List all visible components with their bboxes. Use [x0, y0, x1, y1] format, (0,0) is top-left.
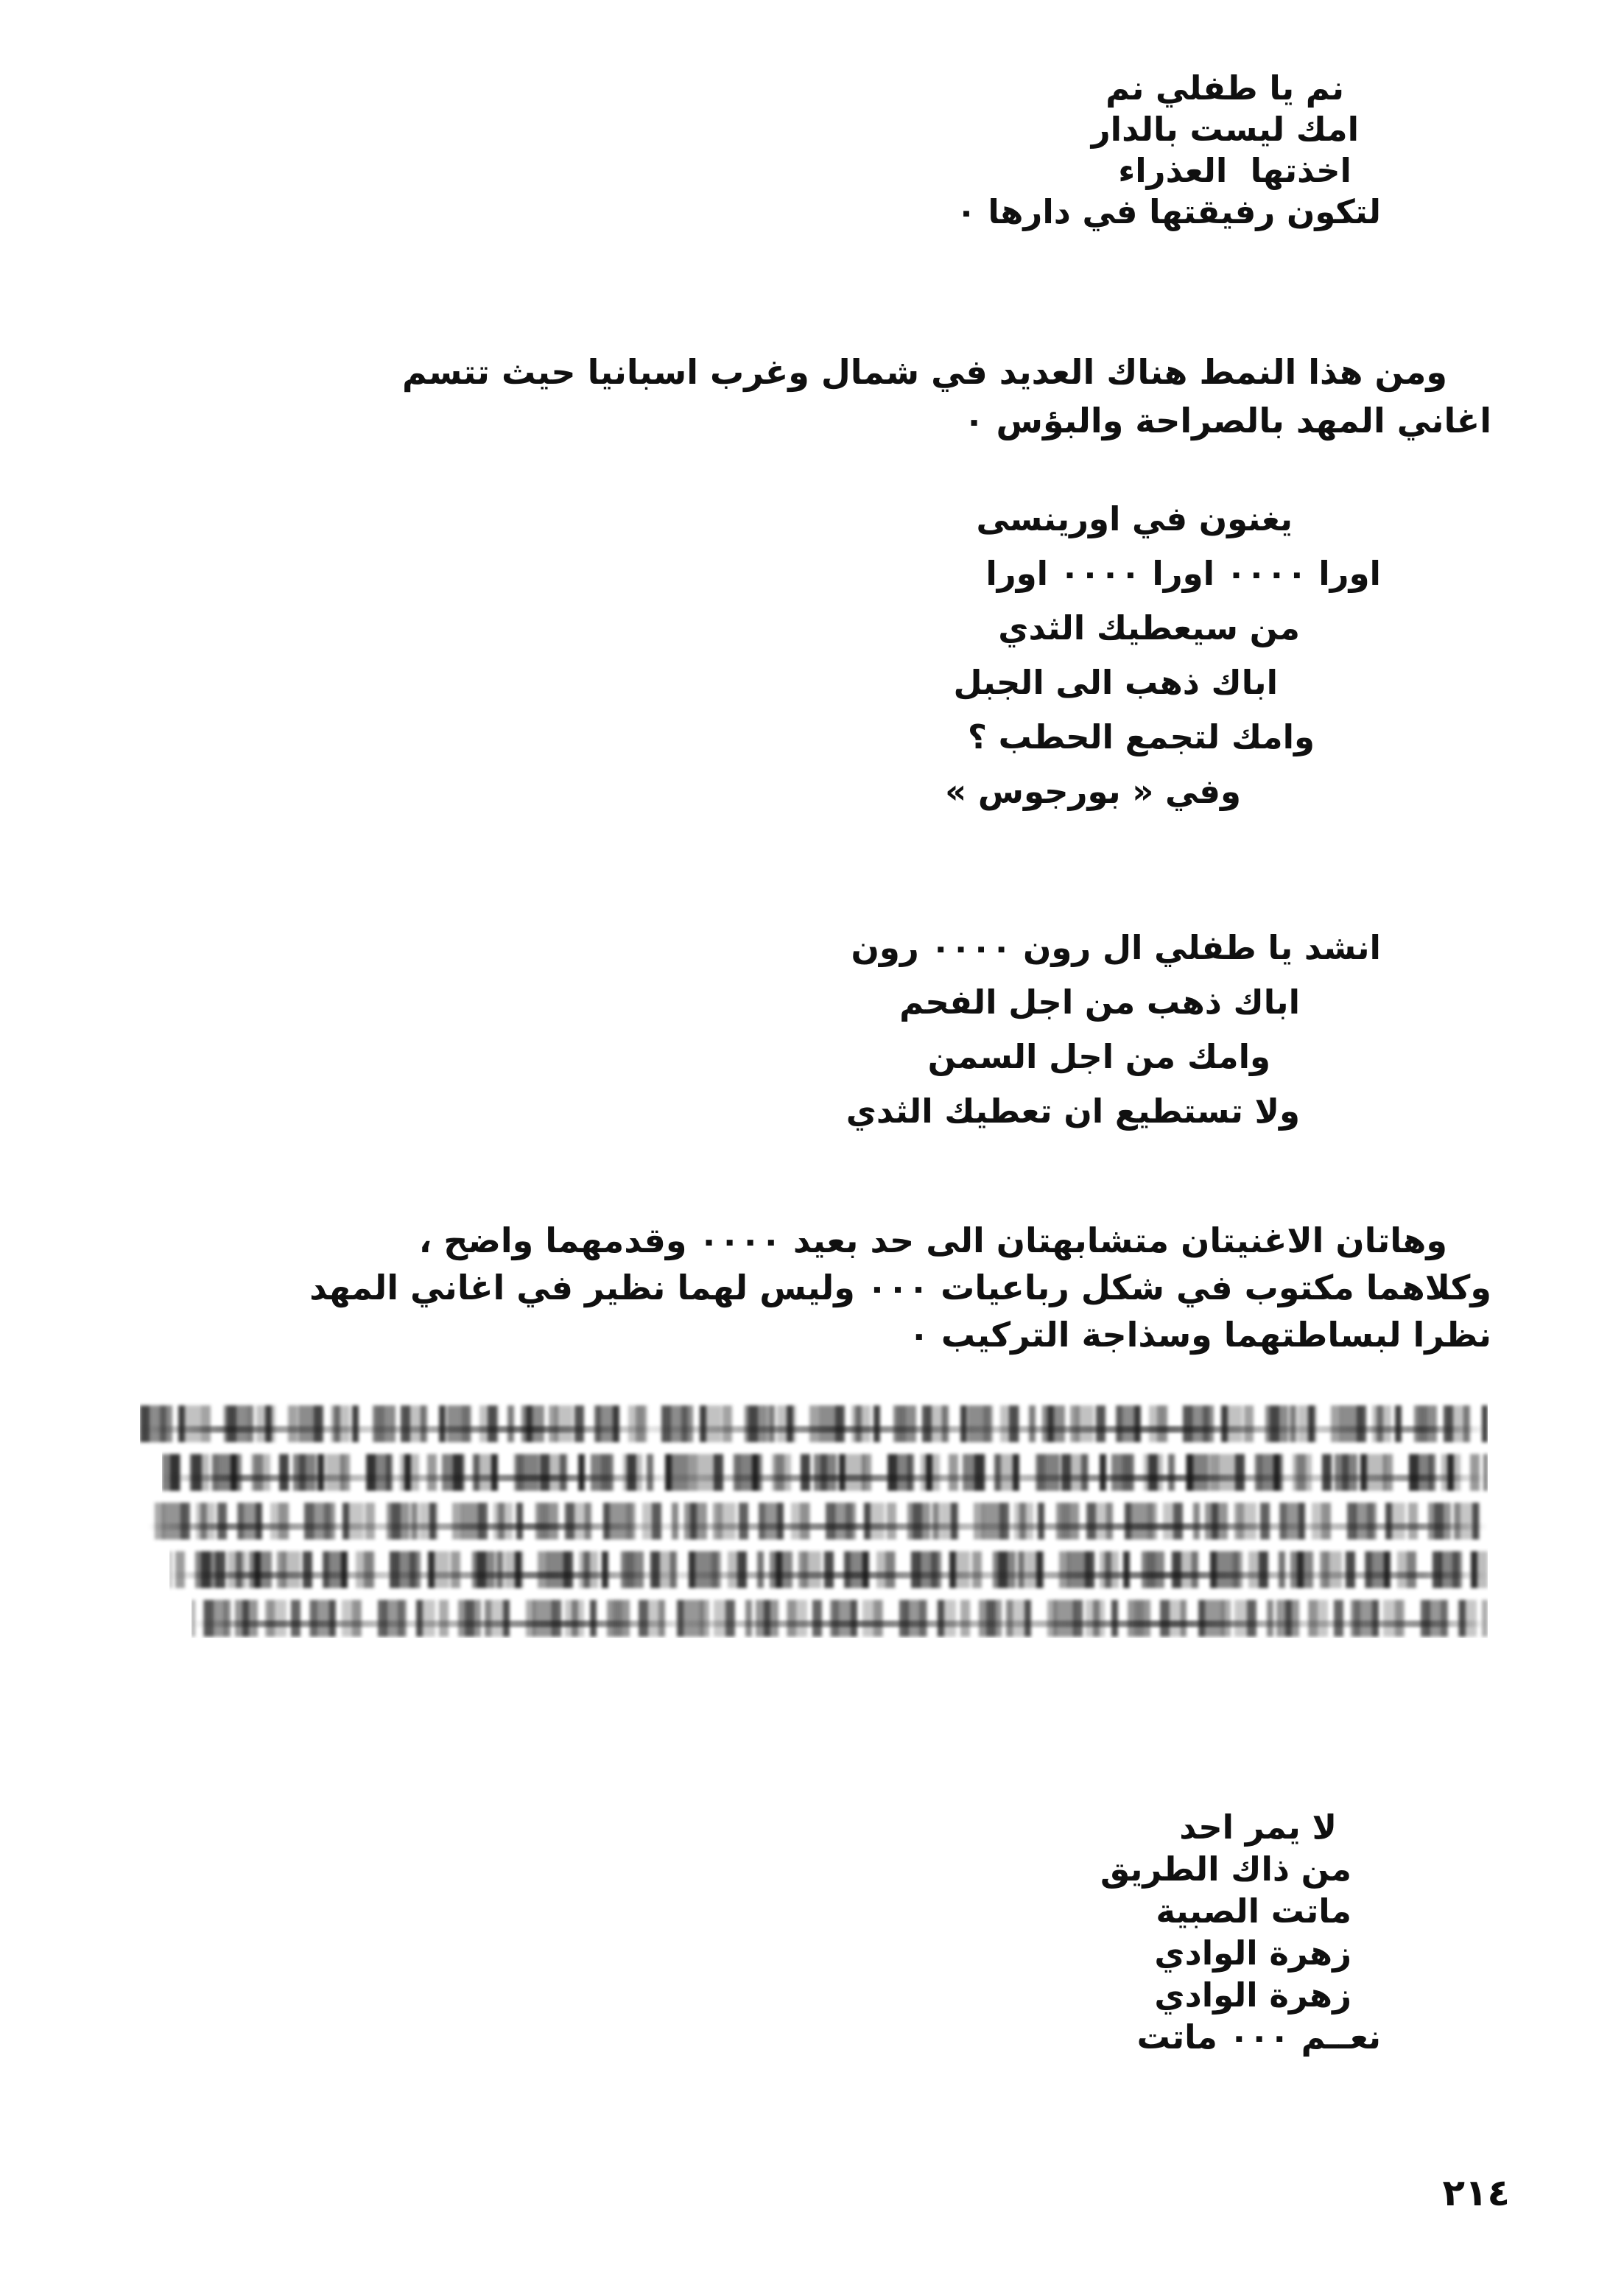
- poem-line: اخذتها العذراء: [1118, 151, 1351, 190]
- verse-line: ماتت الصبية: [1156, 1892, 1351, 1931]
- verse-line: نعــم ٠٠٠ ماتت: [1136, 2018, 1381, 2057]
- poem-line: نم يا طفلي نم: [1105, 69, 1344, 108]
- body-paragraph-song-comparison: [144, 1217, 1491, 1358]
- verse-line: من ذاك الطريق: [1100, 1850, 1351, 1889]
- verse-line: من سيعطيك الثدي: [998, 608, 1300, 647]
- poem-burgos-song: [350, 921, 1381, 1139]
- poem-lullaby-sleep-my-child: [497, 68, 1381, 233]
- poem-line: امك ليست بالدار: [1091, 110, 1359, 149]
- paragraph-line: وهاتان الاغنيتان متشابهتان الى حد بعيد ٠٠٠٠ وقدمهما واضح ،: [418, 1221, 1447, 1260]
- poem-flower-of-the-valley: [497, 1806, 1381, 2058]
- verse-line: اباك ذهب الى الجبل: [953, 663, 1278, 702]
- verse-line: يغنون في اورينسى: [976, 499, 1293, 538]
- smudged-text-line: [147, 1498, 1488, 1545]
- smudged-text-line: [191, 1595, 1488, 1638]
- verse-line: زهرة الوادي: [1154, 1976, 1351, 2015]
- page-number: ٢١٤: [1442, 2171, 1510, 2214]
- smudged-text-line: [140, 1401, 1488, 1448]
- verse-line: ولا تستطيع ان تعطيك الثدي: [846, 1092, 1300, 1131]
- body-paragraph-spain-lullabies: [144, 348, 1491, 445]
- smudged-text-line: [162, 1450, 1488, 1497]
- paragraph-line: نظرا لبساطتهما وسذاجة التركيب ٠: [908, 1315, 1491, 1355]
- verse-line: زهرة الوادي: [1154, 1934, 1351, 1973]
- verse-line: اورا ٠٠٠٠ اورا ٠٠٠٠ اورا: [985, 554, 1381, 593]
- verse-line: وفي « بورجوس »: [945, 772, 1241, 811]
- paragraph-line: وكلاهما مكتوب في شكل رباعيات ٠٠٠ وليس لهما نظير في اغاني المهد: [309, 1268, 1491, 1307]
- verse-line: لا يمر احد: [1179, 1808, 1337, 1847]
- poem-line: لتكون رفيقتها في دارها ٠: [956, 192, 1381, 231]
- verse-line: اباك ذهب من اجل الفحم: [899, 983, 1300, 1022]
- paragraph-line: اغاني المهد بالصراحة والبؤس ٠: [963, 401, 1491, 440]
- illegible-smudged-paragraph: [140, 1401, 1488, 1638]
- smudged-text-line: [169, 1547, 1488, 1594]
- verse-line: وامك من اجل السمن: [927, 1037, 1270, 1076]
- verse-line: انشد يا طفلي ال رون ٠٠٠٠ رون: [851, 928, 1381, 967]
- paragraph-line: ومن هذا النمط هناك العديد في شمال وغرب اسبانيا حيث تتسم: [402, 352, 1447, 392]
- poem-orense-song: [423, 492, 1381, 819]
- verse-line: وامك لتجمع الحطب ؟: [967, 717, 1315, 756]
